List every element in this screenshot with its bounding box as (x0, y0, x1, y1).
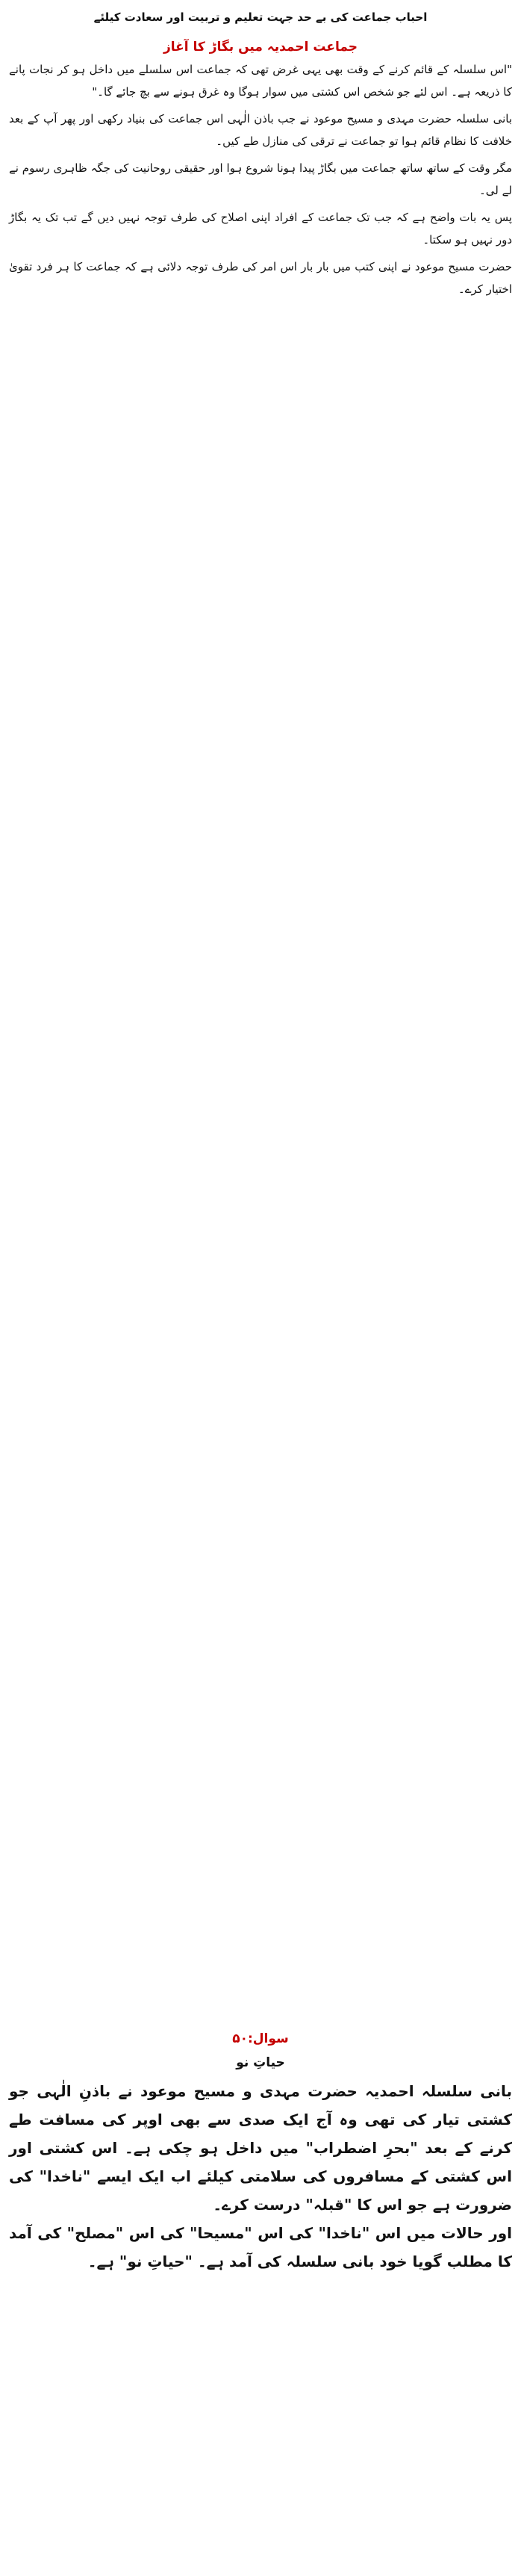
section-1-paragraph: بانی سلسلہ حضرت مہدی و مسیح موعود نے جب باذن الٰہی اس جماعت کی بنیاد رکھی اور پھر آپ کے بعد خلافت کا نظام قائم ہوا تو جماعت نے ترقی کی منازل طے کیں۔ (9, 112, 512, 148)
question-paragraph: اور حالات میں اس "ناخدا" کی اس "مسیحا" کی اس "مصلح" کی آمد کا مطلب گویا خود بانی سلسلہ کی آمد ہے۔ "حیاتِ نو" ہے۔ (9, 2224, 512, 2270)
section-2-paragraph: پس یہ بات واضح ہے کہ جب تک جماعت کے افراد اپنی اصلاح کی طرف توجہ نہیں دیں گے تب تک یہ بگاڑ دور نہیں ہو سکتا۔ (9, 211, 512, 247)
section-2-paragraph: حضرت مسیح موعود نے اپنی کتب میں بار بار اس امر کی طرف توجہ دلائی ہے کہ جماعت کا ہر فرد تقویٰ اختیار کرے۔ (9, 260, 512, 296)
section-1-body (9, 58, 512, 202)
page-header-title: احباب جماعت کی بے حد جہت تعلیم و تربیت اور سعادت کیلئے (93, 10, 428, 24)
section-1-paragraph: مگر وقت کے ساتھ ساتھ جماعت میں بگاڑ پیدا ہونا شروع ہوا اور حقیقی روحانیت کی جگہ ظاہری رسوم نے لے لی۔ (9, 161, 512, 197)
body-text-block (9, 305, 512, 2023)
question-number: سوال:۵۰ (232, 2031, 289, 2046)
question-title: حیاتِ نو (236, 2055, 285, 2070)
question-body (9, 2077, 512, 2276)
section-heading-1: جماعت احمدیہ میں بگاڑ کا آغاز (163, 40, 358, 55)
question-paragraph: بانی سلسلہ احمدیہ حضرت مہدی و مسیح موعود نے باذنِ الٰہی جو کشتی تیار کی تھی وہ آج ایک صدی سے بھی اوپر کی مسافت طے کرنے کے بعد "بحرِ اضطراب" میں داخل ہو چکی ہے۔ اس کشتی اور اس کشتی کے مسافروں کی سلامتی کیلئے اب ایک ایسے "ناخدا" کی ضرورت ہے جو اس کا "قبلہ" درست کرے۔ (9, 2082, 512, 2214)
section-1-paragraph: "اس سلسلہ کے قائم کرنے کے وقت بھی یہی غرض تھی کہ جماعت اس سلسلے میں داخل ہو کر نجات پانے کا ذریعہ ہے۔ اس لئے جو شخص اس کشتی میں سوار ہوگا وہ غرق ہونے سے بچ جائے گا۔" (9, 63, 512, 99)
section-2-body (9, 206, 512, 300)
